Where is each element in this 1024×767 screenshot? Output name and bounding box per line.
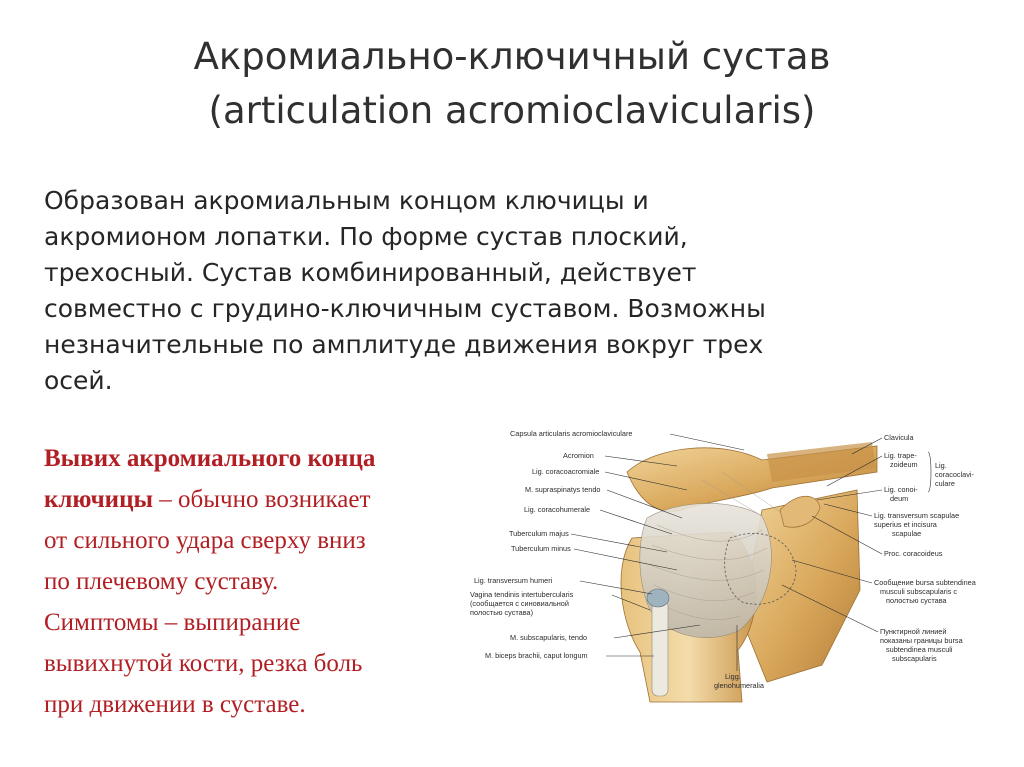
biceps-tendon-shape [652, 600, 668, 696]
label-acromion: Acromion [563, 451, 594, 460]
description-line: трехосный. Сустав комбинированный, действует [44, 258, 697, 287]
label-bursa-3: полостью сустава [886, 596, 947, 605]
dislocation-line: Симптомы – выпирание [44, 609, 301, 636]
dislocation-line: вывихнутой кости, резка боль [44, 650, 363, 677]
label-vagina-tendinis: Vagina tendinis intertubercularis [470, 590, 574, 599]
shoulder-joint-illustration [462, 420, 1018, 710]
label-vagina-note-1: (сообщается с синовиальной [470, 599, 569, 608]
label-dotted-1: Пунктирной линией [880, 627, 947, 636]
label-transversum-scapulae-2: superius et incisura [874, 520, 937, 529]
tendon-sheath-shape [647, 589, 669, 607]
label-clavicula: Clavicula [884, 433, 914, 442]
label-coracoclaviculare-2: coracoclavi- [935, 470, 974, 479]
label-coracoclaviculare-1: Lig. [935, 461, 947, 470]
description-line: совместно с грудино-ключичным суставом. Возможны [44, 294, 766, 323]
slide-title [0, 30, 1024, 138]
description-line: осей. [44, 366, 113, 395]
label-tuberculum-minus: Tuberculum minus [511, 544, 571, 553]
dislocation-line: от сильного удара сверху вниз [44, 527, 366, 554]
title-line-1: Акромиально-ключичный сустав [193, 35, 831, 78]
label-capsula: Capsula articularis acromioclaviculare [510, 429, 633, 438]
label-tuberculum-majus: Tuberculum majus [509, 529, 569, 538]
dislocation-term: Вывих акромиального конца [44, 445, 376, 472]
label-trapezoideum-2: zoideum [890, 460, 918, 469]
label-subscapularis: M. subscapularis, tendo [510, 633, 588, 642]
description-line: Образован акромиальным концом ключицы и [44, 186, 649, 215]
label-bursa-1: Сообщение bursa subtendinea [874, 578, 976, 587]
label-coracoacromiale: Lig. coracoacromiale [532, 467, 600, 476]
label-transversum-humeri: Lig. transversum humeri [474, 576, 553, 585]
dislocation-line: при движении в суставе. [44, 691, 306, 718]
label-transversum-scapulae-3: scapulae [892, 529, 922, 538]
label-bursa-2: musculi subscapularis с [880, 587, 958, 596]
label-trapezoideum-1: Lig. trape- [884, 451, 917, 460]
dislocation-paragraph [44, 438, 464, 725]
label-vagina-note-2: полостью сустава) [470, 608, 534, 617]
label-biceps: M. biceps brachii, caput longum [485, 651, 588, 660]
title-line-2: (articulation acromioclavicularis) [208, 89, 816, 132]
dislocation-term: ключицы [44, 486, 154, 513]
dislocation-line [44, 479, 464, 520]
dislocation-line [44, 438, 464, 479]
label-coracohumerale: Lig. coracohumerale [524, 505, 591, 514]
anatomy-figure [462, 420, 1018, 710]
description-paragraph [44, 183, 1004, 399]
label-proc-coracoideus: Proc. coracoideus [884, 549, 943, 558]
label-dotted-4: subscapularis [892, 654, 937, 663]
label-conoideum-1: Lig. conoi- [884, 485, 918, 494]
label-conoideum-2: deum [890, 494, 909, 503]
dislocation-line: по плечевому суставу. [44, 568, 279, 595]
label-dotted-2: показаны границы bursa [880, 636, 963, 645]
label-transversum-scapulae-1: Lig. transversum scapulae [874, 511, 960, 520]
description-line: акромионом лопатки. По форме сустав плоский, [44, 222, 688, 251]
label-dotted-3: subtendinea musculi [886, 645, 953, 654]
dislocation-text: – обычно возникает [153, 486, 371, 513]
label-glenohumeralia: glenohumeralia [714, 681, 764, 690]
label-coracoclaviculare-3: culare [935, 479, 955, 488]
label-supraspinatus: M. supraspinatys tendo [525, 485, 601, 494]
description-line: незначительные по амплитуде движения вокруг трех [44, 330, 764, 359]
label-ligg: Ligg. [725, 672, 741, 681]
